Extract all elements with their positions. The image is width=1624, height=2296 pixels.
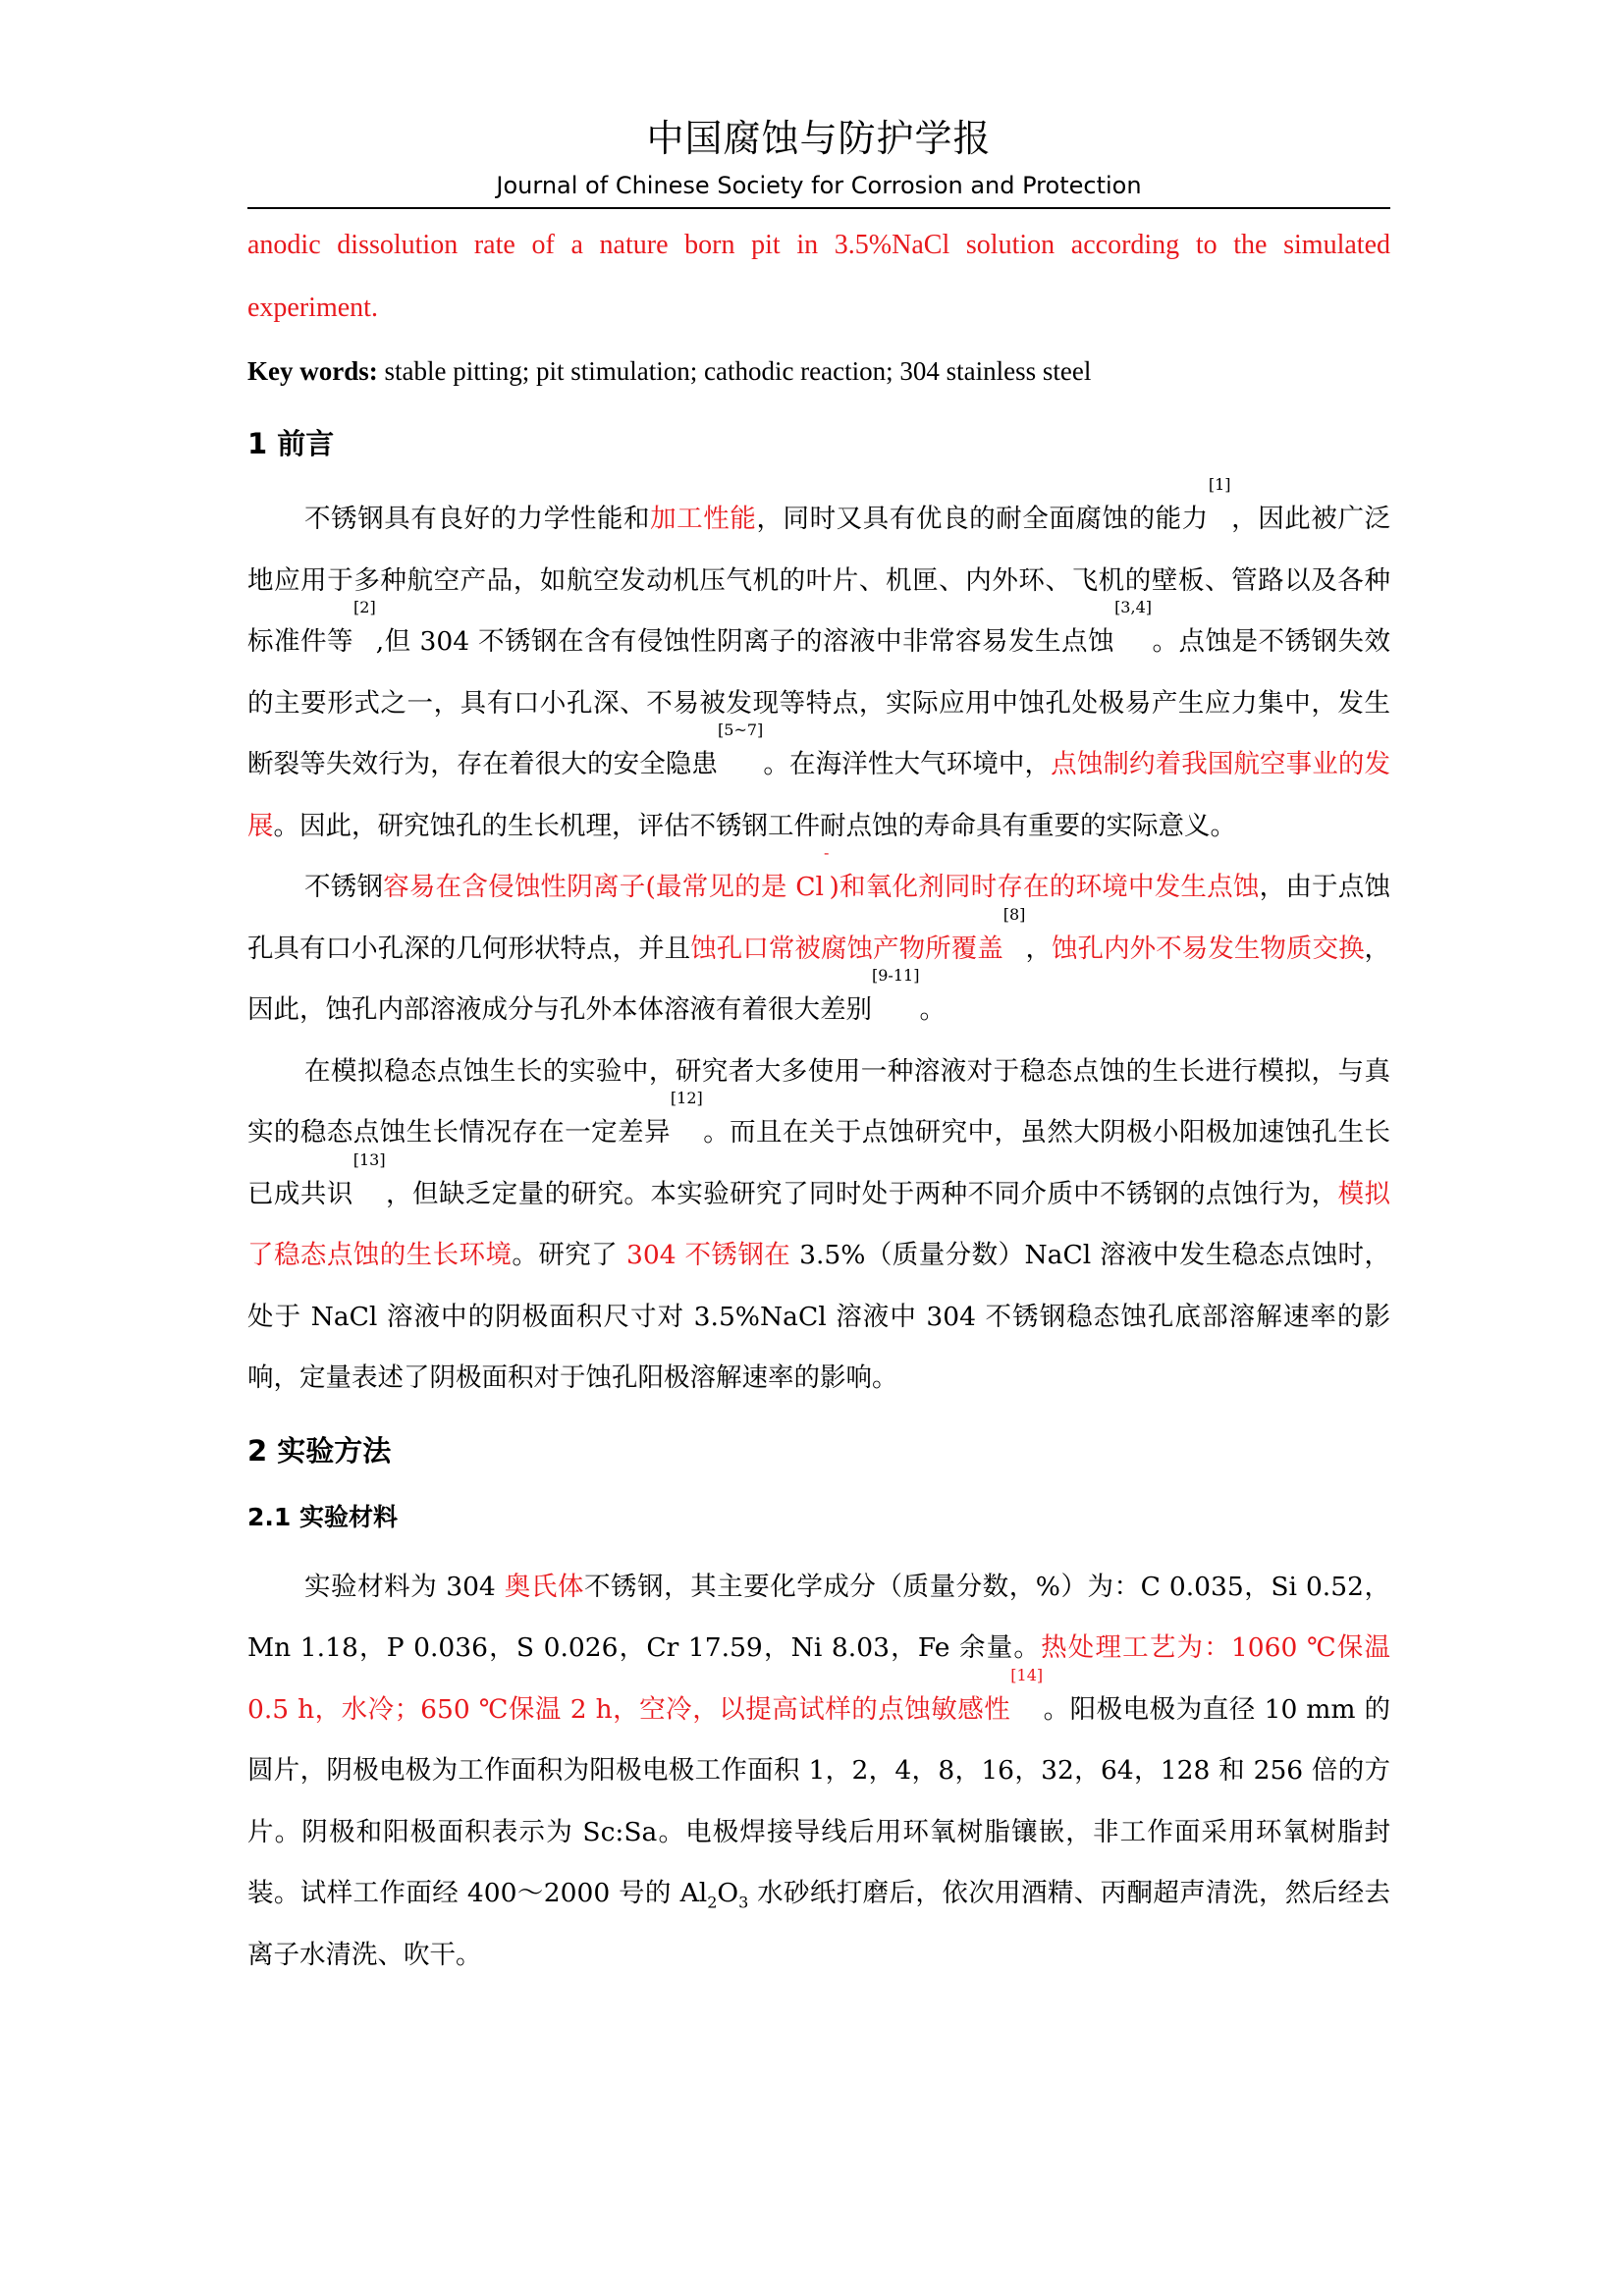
header-rule [247, 207, 1390, 209]
citation[interactable]: [5~7] [718, 721, 764, 739]
citation[interactable]: [1] [1208, 475, 1231, 494]
materials-paragraph: 实验材料为 304 奥氏体不锈钢，其主要化学成分（质量分数，%）为：C 0.035，Si 0.52，Mn 1.18，P 0.036，S 0.026，Cr 17.59，Ni 8.03，Fe 余量。热处理工艺为：1060 ℃保温 0.5 h，水冷；650 ℃保温 2 h，空冷，以提高试样的点蚀敏感性[14]。阳极电极为直径 10 mm 的圆片，阴极电极为工作面积为阳极电极工作面积 1，2，4，8，16，32，64，128 和 256 倍的方片。阴极和阳极面积表示为 Sc:Sa。电极焊接导线后用环氧树脂镶嵌，非工作面采用环氧树脂封装。试样工作面经 400～2000 号的 $Al_2O_3$ 水砂纸打磨后，依次用酒精、丙酮超声清洗，然后经去离子水清洗、吹干。 [247, 1571, 1391, 1970]
citation[interactable]: [2] [353, 598, 376, 616]
citation[interactable]: [9-11] [872, 966, 920, 985]
section-2-1-heading: 2.1 实验材料 [247, 1502, 398, 1531]
section-2-heading: 2 实验方法 [247, 1433, 392, 1468]
citation[interactable]: [14] [1010, 1665, 1044, 1684]
journal-header [247, 110, 1390, 202]
section-1-heading: 1 前言 [247, 427, 335, 460]
keywords-text: stable pitting; pit stimulation; cathodic reaction; 304 stainless steel [384, 356, 1092, 386]
keywords [247, 351, 1390, 391]
citation[interactable]: [12] [670, 1089, 703, 1107]
abstract-continuation: anodic dissolution rate of a nature born pit in 3.5%NaCl solution according to the simulated experiment. [247, 230, 1390, 323]
citation[interactable]: [8] [1002, 904, 1026, 924]
keywords-label: Key words: [247, 356, 378, 386]
intro-paragraph-3: 在模拟稳态点蚀生长的实验中，研究者大多使用一种溶液对于稳态点蚀的生长进行模拟，与真实的稳态点蚀生长情况存在一定差异[12]。而且在关于点蚀研究中，虽然大阴极小阳极加速蚀孔生长已成共识[13]，但缺乏定量的研究。本实验研究了同时处于两种不同介质中不锈钢的点蚀行为，模拟了稳态点蚀的生长环境。研究了 304 不锈钢在 3.5%（质量分数）NaCl 溶液中发生稳态点蚀时，处于 NaCl 溶液中的阴极面积尺寸对 3.5%NaCl 溶液中 304 不锈钢稳态蚀孔底部溶解速率的影响，定量表述了阴极面积对于蚀孔阳极溶解速率的影响。 [247, 1055, 1391, 1393]
journal-title-en: Journal of Chinese Society for Corrosion and Protection [496, 172, 1142, 199]
journal-title-cn: 中国腐蚀与防护学报 [646, 117, 992, 160]
intro-paragraph-1: 不锈钢具有良好的力学性能和加工性能，同时又具有优良的耐全面腐蚀的能力[1]，因此被广泛地应用于多种航空产品，如航空发动机压气机的叶片、机匣、内外环、飞机的壁板、管路以及各种标准件等[2],但 304 不锈钢在含有侵蚀性阴离子的溶液中非常容易发生点蚀[3,4]。点蚀是不锈钢失效的主要形式之一，具有口小孔深、不易被发现等特点，实际应用中蚀孔处极易产生应力集中，发生断裂等失效行为，存在着很大的安全隐患[5~7]。在海洋性大气环境中，点蚀制约着我国航空事业的发展。因此，研究蚀孔的生长机理，评估不锈钢工件耐点蚀的寿命具有重要的实际意义。 [247, 475, 1391, 841]
intro-paragraph-2: 不锈钢容易在含侵蚀性阴离子(最常见的是 Cl-)和氧化剂同时存在的环境中发生点蚀，由于点蚀孔具有口小孔深的几何形状特点，并且蚀孔口常被腐蚀产物所覆盖[8]，蚀孔内外不易发生物质交换，因此，蚀孔内部溶液成分与孔外本体溶液有着很大差别[9-11]。 [247, 843, 1391, 1025]
citation[interactable]: [13] [352, 1149, 386, 1169]
citation[interactable]: [3,4] [1114, 598, 1152, 616]
article-body [247, 214, 1390, 1986]
